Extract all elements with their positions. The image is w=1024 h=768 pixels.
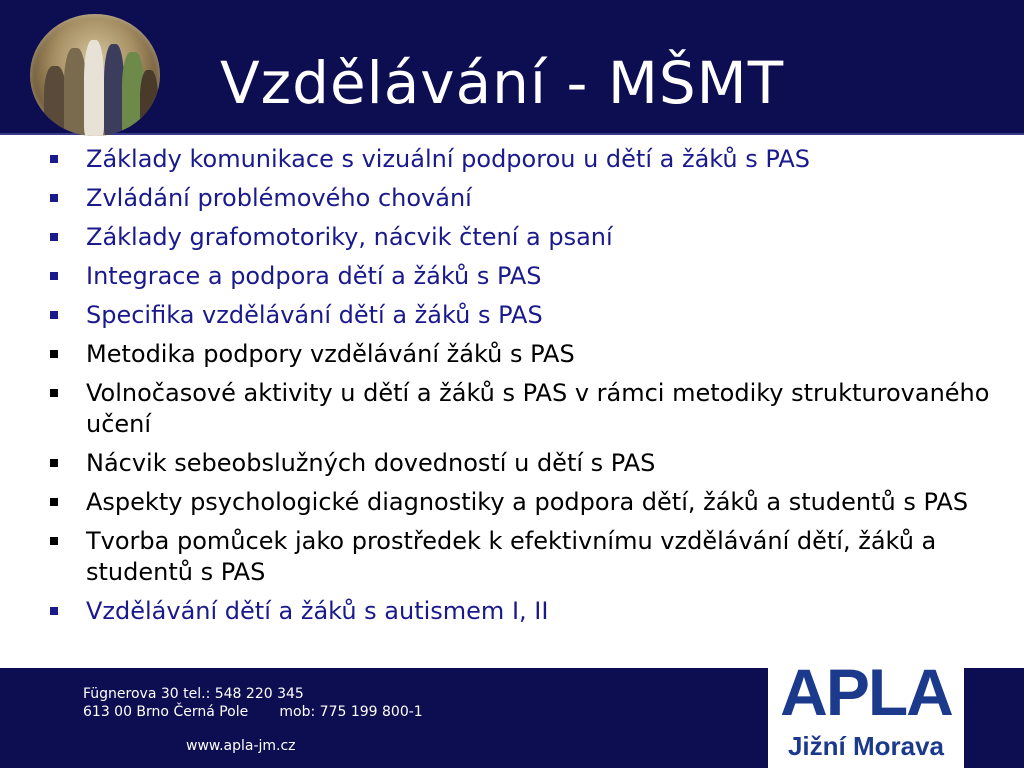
bullet-item: Volnočasové aktivity u dětí a žáků s PAS v rámci metodiky strukturovaného učení <box>48 378 1008 440</box>
logo-region: Jižní Morava <box>787 731 945 761</box>
apla-logo <box>768 647 964 768</box>
footer-website-link[interactable]: www.apla-jm.cz <box>186 738 296 754</box>
square-bullet-icon <box>50 459 58 467</box>
square-bullet-icon <box>50 498 58 506</box>
slide-title: Vzdělávání - MŠMT <box>220 49 785 117</box>
bullet-item: Zvládání problémového chování <box>48 183 1008 214</box>
bullet-list <box>48 144 1008 635</box>
square-bullet-icon <box>50 155 58 163</box>
bullet-item: Integrace a podpora dětí a žáků s PAS <box>48 261 1008 292</box>
bullet-item: Základy komunikace s vizuální podporou u dětí a žáků s PAS <box>48 144 1008 175</box>
bullet-item: Specifika vzdělávání dětí a žáků s PAS <box>48 300 1008 331</box>
square-bullet-icon <box>50 607 58 615</box>
footer-address-line2: 613 00 Brno Černá Pole mob: 775 199 800-1 <box>83 704 423 720</box>
square-bullet-icon <box>50 311 58 319</box>
footer-address-line1: Fügnerova 30 tel.: 548 220 345 <box>83 686 304 702</box>
square-bullet-icon <box>50 194 58 202</box>
bullet-item: Metodika podpory vzdělávání žáků s PAS <box>48 339 1008 370</box>
bullet-item: Vzdělávání dětí a žáků s autismem I, II <box>48 596 1008 627</box>
square-bullet-icon <box>50 233 58 241</box>
square-bullet-icon <box>50 272 58 280</box>
logo-wordmark: APLA <box>780 655 952 729</box>
group-photo <box>30 14 160 136</box>
bullet-item: Základy grafomotoriky, nácvik čtení a psaní <box>48 222 1008 253</box>
bullet-item: Aspekty psychologické diagnostiky a podpora dětí, žáků a studentů s PAS <box>48 487 1008 518</box>
bullet-item: Nácvik sebeobslužných dovedností u dětí s PAS <box>48 448 1008 479</box>
square-bullet-icon <box>50 350 58 358</box>
square-bullet-icon <box>50 389 58 397</box>
bullet-item: Tvorba pomůcek jako prostředek k efektivnímu vzdělávání dětí, žáků a studentů s PAS <box>48 526 1008 588</box>
square-bullet-icon <box>50 537 58 545</box>
